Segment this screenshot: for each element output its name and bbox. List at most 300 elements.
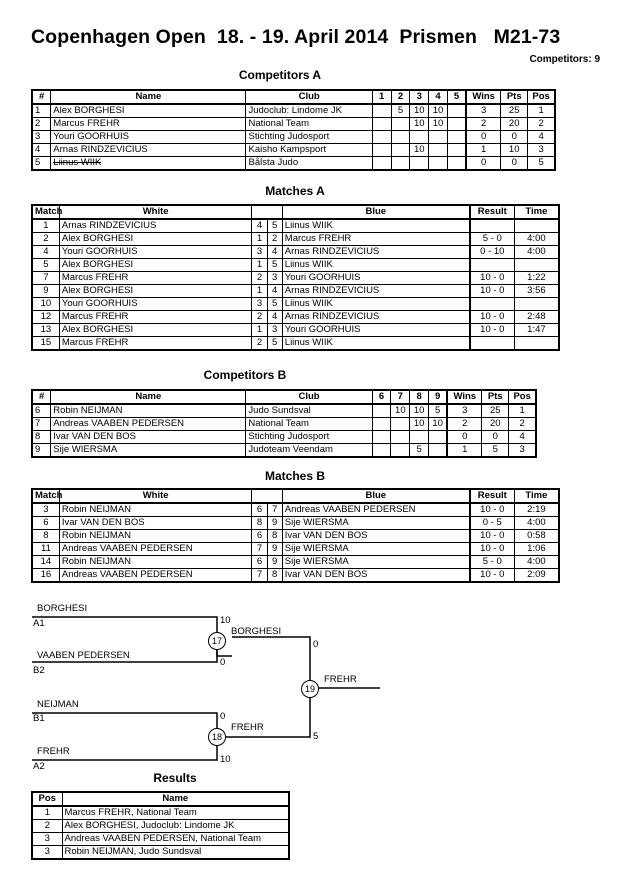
white-number: 6 xyxy=(252,556,267,569)
round-score: 10 xyxy=(410,418,429,431)
round-score: 10 xyxy=(391,404,410,418)
match-time: 2:19 xyxy=(514,503,559,517)
match-row xyxy=(32,233,559,246)
competitor-wins: 0 xyxy=(447,431,481,444)
competitor-wins: 3 xyxy=(466,104,500,118)
white-competitor: Alex BORGHESI xyxy=(59,259,252,272)
competitor-row xyxy=(32,131,555,144)
competitor-row xyxy=(32,404,536,418)
column-header: Result xyxy=(470,205,515,219)
competitor-row xyxy=(32,118,555,131)
column-header: Name xyxy=(62,792,289,806)
column-header: Time xyxy=(514,205,559,219)
competitor-name: Marcus FREHR xyxy=(51,118,246,131)
match-result xyxy=(470,219,515,233)
white-number: 4 xyxy=(252,219,267,233)
column-header: 6 xyxy=(372,390,391,404)
column-header: Time xyxy=(514,489,559,503)
competitor-number: 6 xyxy=(32,404,51,418)
column-header: White xyxy=(59,205,252,219)
round-score xyxy=(372,144,391,157)
semi1-top-seed: A1 xyxy=(33,618,45,629)
semi2-match-number: 18 xyxy=(208,728,226,746)
semi1-bottom-score: 0 xyxy=(220,657,226,668)
competitor-wins: 1 xyxy=(447,444,481,458)
round-score xyxy=(391,444,410,458)
column-header: White xyxy=(59,489,252,503)
column-header: Pos xyxy=(528,90,555,104)
match-result: 10 - 0 xyxy=(470,503,515,517)
round-score: 10 xyxy=(429,118,448,131)
white-number: 7 xyxy=(252,569,267,583)
round-score xyxy=(447,157,466,171)
blue-competitor: Ivar VAN DEN BOS xyxy=(282,530,469,543)
match-time xyxy=(514,337,559,351)
match-time: 3:56 xyxy=(514,285,559,298)
competitor-wins: 3 xyxy=(447,404,481,418)
results-heading: Results xyxy=(153,771,197,785)
match-result: 10 - 0 xyxy=(470,530,515,543)
match-time: 1:47 xyxy=(514,324,559,337)
white-competitor: Marcus FREHR xyxy=(59,311,252,324)
column-header: Pts xyxy=(482,390,509,404)
blue-competitor: Liinus WIIK xyxy=(282,259,469,272)
column-header xyxy=(252,205,282,219)
column-header: Club xyxy=(246,90,372,104)
blue-competitor: Arnas RINDZEVICIUS xyxy=(282,311,469,324)
semi2-top-score: 0 xyxy=(220,711,226,722)
page-title: Copenhagen Open 18. - 19. April 2014 Prismen M21-73 xyxy=(31,26,561,48)
column-header: Blue xyxy=(282,489,469,503)
blue-competitor: Arnas RINDZEVICIUS xyxy=(282,246,469,259)
white-competitor: Andreas VAABEN PEDERSEN xyxy=(59,569,252,583)
competitor-position: 4 xyxy=(509,431,536,444)
semi2-bottom-seed: A2 xyxy=(33,761,45,772)
round-score xyxy=(372,104,391,118)
competitor-name: Sije WIERSMA xyxy=(51,444,246,458)
competitors-a-table xyxy=(31,89,556,171)
match-row xyxy=(32,259,559,272)
blue-competitor: Sije WIERSMA xyxy=(282,543,469,556)
column-header: Result xyxy=(470,489,515,503)
round-score: 5 xyxy=(391,104,410,118)
match-result: 10 - 0 xyxy=(470,569,515,583)
round-score xyxy=(429,444,448,458)
competitor-row xyxy=(32,104,555,118)
match-time: 2:09 xyxy=(514,569,559,583)
result-name: Robin NEIJMAN, Judo Sundsval xyxy=(62,846,289,860)
competitor-club: Stichting Judosport xyxy=(246,431,372,444)
competitor-points: 0 xyxy=(501,157,528,171)
white-number: 6 xyxy=(252,503,267,517)
round-score xyxy=(391,157,410,171)
match-time xyxy=(514,219,559,233)
white-competitor: Robin NEIJMAN xyxy=(59,503,252,517)
round-score xyxy=(410,431,429,444)
result-row xyxy=(32,833,289,846)
blue-number: 8 xyxy=(267,569,282,583)
match-time: 0:58 xyxy=(514,530,559,543)
match-result: 10 - 0 xyxy=(470,324,515,337)
column-header: 1 xyxy=(372,90,391,104)
match-result xyxy=(470,298,515,311)
competitor-points: 25 xyxy=(482,404,509,418)
semi2-bottom-name: FREHR xyxy=(37,746,70,757)
match-row xyxy=(32,285,559,298)
match-result: 10 - 0 xyxy=(470,285,515,298)
blue-number: 2 xyxy=(267,233,282,246)
white-competitor: Marcus FREHR xyxy=(59,272,252,285)
match-row xyxy=(32,503,559,517)
blue-number: 7 xyxy=(267,503,282,517)
white-number: 1 xyxy=(252,233,267,246)
round-score xyxy=(429,431,448,444)
round-score xyxy=(429,157,448,171)
competitor-name: Youri GOORHUIS xyxy=(51,131,246,144)
round-score xyxy=(391,118,410,131)
competitor-name: Ivar VAN DEN BOS xyxy=(51,431,246,444)
match-number: 11 xyxy=(32,543,59,556)
column-header xyxy=(252,489,282,503)
semi2-top-seed: B1 xyxy=(33,713,45,724)
competitor-club: National Team xyxy=(246,118,372,131)
round-score xyxy=(372,418,391,431)
blue-number: 9 xyxy=(267,556,282,569)
semi2-winner: FREHR xyxy=(231,722,264,733)
column-header: Wins xyxy=(447,390,481,404)
white-competitor: Marcus FREHR xyxy=(59,337,252,351)
match-number: 13 xyxy=(32,324,59,337)
competitor-number: 9 xyxy=(32,444,51,458)
column-header: # xyxy=(32,390,51,404)
competitor-name: Alex BORGHESI xyxy=(51,104,246,118)
column-header: Wins xyxy=(466,90,500,104)
match-number: 6 xyxy=(32,517,59,530)
match-number: 5 xyxy=(32,259,59,272)
competitor-name: Liinus WIIK xyxy=(51,157,246,171)
competitor-number: 1 xyxy=(32,104,51,118)
round-score xyxy=(447,104,466,118)
round-score xyxy=(391,131,410,144)
column-header: 4 xyxy=(429,90,448,104)
competitor-wins: 0 xyxy=(466,131,500,144)
blue-number: 5 xyxy=(267,219,282,233)
competitor-row xyxy=(32,444,536,458)
match-row xyxy=(32,517,559,530)
blue-number: 3 xyxy=(267,324,282,337)
competitor-number: 8 xyxy=(32,431,51,444)
blue-competitor: Marcus FREHR xyxy=(282,233,469,246)
round-score xyxy=(372,118,391,131)
column-header: Blue xyxy=(282,205,469,219)
competitor-wins: 2 xyxy=(447,418,481,431)
competitor-row xyxy=(32,157,555,171)
match-number: 1 xyxy=(32,219,59,233)
semi1-bottom-name: VAABEN PEDERSEN xyxy=(37,650,130,661)
blue-competitor: Youri GOORHUIS xyxy=(282,324,469,337)
match-row xyxy=(32,543,559,556)
white-competitor: Alex BORGHESI xyxy=(59,285,252,298)
blue-competitor: Ivar VAN DEN BOS xyxy=(282,569,469,583)
result-position: 2 xyxy=(32,820,62,833)
match-number: 8 xyxy=(32,530,59,543)
competitor-club: Judoclub: Lindome JK xyxy=(246,104,372,118)
competitor-position: 1 xyxy=(528,104,555,118)
white-number: 6 xyxy=(252,530,267,543)
match-row xyxy=(32,337,559,351)
result-row xyxy=(32,820,289,833)
match-result: 0 - 10 xyxy=(470,246,515,259)
round-score: 10 xyxy=(410,104,429,118)
white-competitor: Andreas VAABEN PEDERSEN xyxy=(59,543,252,556)
match-number: 2 xyxy=(32,233,59,246)
white-number: 1 xyxy=(252,259,267,272)
semi1-top-name: BORGHESI xyxy=(37,603,88,614)
competitor-row xyxy=(32,144,555,157)
competitor-points: 5 xyxy=(482,444,509,458)
round-score: 5 xyxy=(410,444,429,458)
column-header: 3 xyxy=(410,90,429,104)
white-competitor: Youri GOORHUIS xyxy=(59,298,252,311)
blue-number: 3 xyxy=(267,272,282,285)
column-header: Pts xyxy=(501,90,528,104)
match-time: 4:00 xyxy=(514,556,559,569)
match-time: 4:00 xyxy=(514,233,559,246)
competitor-position: 3 xyxy=(528,144,555,157)
competitor-row xyxy=(32,418,536,431)
blue-competitor: Sije WIERSMA xyxy=(282,556,469,569)
match-number: 15 xyxy=(32,337,59,351)
white-number: 2 xyxy=(252,272,267,285)
matches-b-heading: Matches B xyxy=(264,469,326,483)
round-score xyxy=(429,131,448,144)
match-result: 10 - 0 xyxy=(470,543,515,556)
match-row xyxy=(32,219,559,233)
competitor-position: 3 xyxy=(509,444,536,458)
competitor-club: Stichting Judosport xyxy=(246,131,372,144)
competitor-number: 4 xyxy=(32,144,51,157)
white-competitor: Youri GOORHUIS xyxy=(59,246,252,259)
white-number: 1 xyxy=(252,324,267,337)
competitor-points: 25 xyxy=(501,104,528,118)
blue-competitor: Liinus WIIK xyxy=(282,298,469,311)
round-score xyxy=(391,418,410,431)
blue-number: 5 xyxy=(267,298,282,311)
white-number: 8 xyxy=(252,517,267,530)
match-result xyxy=(470,259,515,272)
blue-number: 4 xyxy=(267,285,282,298)
column-header: 7 xyxy=(391,390,410,404)
match-time: 1:06 xyxy=(514,543,559,556)
match-row xyxy=(32,556,559,569)
round-score xyxy=(372,431,391,444)
round-score: 10 xyxy=(429,418,448,431)
blue-competitor: Liinus WIIK xyxy=(282,219,469,233)
white-competitor: Robin NEIJMAN xyxy=(59,556,252,569)
column-header: Match xyxy=(32,489,59,503)
competitor-points: 0 xyxy=(501,131,528,144)
round-score xyxy=(391,144,410,157)
white-number: 2 xyxy=(252,337,267,351)
competitor-wins: 0 xyxy=(466,157,500,171)
round-score: 5 xyxy=(429,404,448,418)
match-time: 1:22 xyxy=(514,272,559,285)
competitors-b-table xyxy=(31,389,537,458)
match-number: 10 xyxy=(32,298,59,311)
match-result: 5 - 0 xyxy=(470,233,515,246)
column-header: 9 xyxy=(429,390,448,404)
result-row xyxy=(32,846,289,860)
competitor-club: Kaisho Kampsport xyxy=(246,144,372,157)
competitor-points: 0 xyxy=(482,431,509,444)
white-number: 3 xyxy=(252,298,267,311)
match-result xyxy=(470,337,515,351)
column-header: Name xyxy=(51,90,246,104)
column-header: Match xyxy=(32,205,59,219)
final-winner: FREHR xyxy=(324,674,357,685)
match-time: 4:00 xyxy=(514,246,559,259)
competitor-position: 2 xyxy=(509,418,536,431)
round-score: 10 xyxy=(410,404,429,418)
round-score xyxy=(372,404,391,418)
competitor-name: Arnas RINDZEVICIUS xyxy=(51,144,246,157)
matches-a-heading: Matches A xyxy=(265,184,325,198)
result-row xyxy=(32,806,289,820)
semi1-match-number: 17 xyxy=(208,632,226,650)
competitor-club: Judoteam Veendam xyxy=(246,444,372,458)
round-score xyxy=(447,118,466,131)
match-row xyxy=(32,569,559,583)
blue-competitor: Sije WIERSMA xyxy=(282,517,469,530)
match-time: 4:00 xyxy=(514,517,559,530)
semi2-bottom-score: 10 xyxy=(220,754,231,765)
blue-competitor: Youri GOORHUIS xyxy=(282,272,469,285)
competitor-number: 5 xyxy=(32,157,51,171)
competitor-name: Robin NEIJMAN xyxy=(51,404,246,418)
competitor-position: 2 xyxy=(528,118,555,131)
competitor-points: 20 xyxy=(482,418,509,431)
white-competitor: Alex BORGHESI xyxy=(59,233,252,246)
blue-number: 9 xyxy=(267,517,282,530)
match-row xyxy=(32,272,559,285)
round-score xyxy=(372,444,391,458)
round-score xyxy=(447,144,466,157)
result-position: 3 xyxy=(32,846,62,860)
column-header: 8 xyxy=(410,390,429,404)
matches-a-table xyxy=(31,204,560,351)
column-header: Club xyxy=(246,390,372,404)
white-number: 1 xyxy=(252,285,267,298)
column-header: Pos xyxy=(32,792,62,806)
match-number: 12 xyxy=(32,311,59,324)
semi1-bottom-seed: B2 xyxy=(33,665,45,676)
competitor-number: 7 xyxy=(32,418,51,431)
round-score: 10 xyxy=(410,144,429,157)
blue-number: 4 xyxy=(267,311,282,324)
competitor-number: 3 xyxy=(32,131,51,144)
match-number: 4 xyxy=(32,246,59,259)
competitor-name: Andreas VAABEN PEDERSEN xyxy=(51,418,246,431)
round-score xyxy=(372,131,391,144)
match-row xyxy=(32,324,559,337)
white-competitor: Arnas RINDZEVICIUS xyxy=(59,219,252,233)
white-number: 3 xyxy=(252,246,267,259)
competitor-club: Judo Sundsval xyxy=(246,404,372,418)
match-number: 9 xyxy=(32,285,59,298)
round-score xyxy=(410,131,429,144)
white-competitor: Robin NEIJMAN xyxy=(59,530,252,543)
competitor-position: 4 xyxy=(528,131,555,144)
blue-number: 5 xyxy=(267,337,282,351)
match-result: 5 - 0 xyxy=(470,556,515,569)
column-header: # xyxy=(32,90,51,104)
match-time xyxy=(514,259,559,272)
column-header: Name xyxy=(51,390,246,404)
competitor-club: Bålsta Judo xyxy=(246,157,372,171)
competitor-number: 2 xyxy=(32,118,51,131)
round-score: 10 xyxy=(410,118,429,131)
competitor-wins: 1 xyxy=(466,144,500,157)
competitor-position: 5 xyxy=(528,157,555,171)
round-score: 10 xyxy=(429,104,448,118)
match-row xyxy=(32,298,559,311)
match-result: 10 - 0 xyxy=(470,272,515,285)
final-match-number: 19 xyxy=(301,680,319,698)
competitors-a-heading: Competitors A xyxy=(238,68,322,82)
final-top-score: 0 xyxy=(313,639,319,650)
match-result: 10 - 0 xyxy=(470,311,515,324)
match-row xyxy=(32,530,559,543)
semi1-top-score: 10 xyxy=(220,615,231,626)
white-number: 7 xyxy=(252,543,267,556)
blue-number: 5 xyxy=(267,259,282,272)
final-bottom-score: 5 xyxy=(313,731,319,742)
competitor-points: 20 xyxy=(501,118,528,131)
match-row xyxy=(32,246,559,259)
semi1-winner: BORGHESI xyxy=(231,626,282,637)
competitor-points: 10 xyxy=(501,144,528,157)
match-number: 14 xyxy=(32,556,59,569)
round-score xyxy=(429,144,448,157)
competitors-count: Competitors: 9 xyxy=(529,54,600,65)
match-row xyxy=(32,311,559,324)
column-header: 2 xyxy=(391,90,410,104)
match-number: 16 xyxy=(32,569,59,583)
competitor-wins: 2 xyxy=(466,118,500,131)
blue-number: 8 xyxy=(267,530,282,543)
competitor-position: 1 xyxy=(509,404,536,418)
column-header: 5 xyxy=(447,90,466,104)
matches-b-table xyxy=(31,488,560,583)
match-number: 3 xyxy=(32,503,59,517)
blue-competitor: Andreas VAABEN PEDERSEN xyxy=(282,503,469,517)
semi2-top-name: NEIJMAN xyxy=(37,699,79,710)
match-time xyxy=(514,298,559,311)
result-name: Marcus FREHR, National Team xyxy=(62,806,289,820)
blue-competitor: Liinus WIIK xyxy=(282,337,469,351)
result-position: 3 xyxy=(32,833,62,846)
round-score xyxy=(372,157,391,171)
competitor-club: National Team xyxy=(246,418,372,431)
round-score xyxy=(447,131,466,144)
white-competitor: Alex BORGHESI xyxy=(59,324,252,337)
results-table xyxy=(31,791,290,860)
match-time: 2:48 xyxy=(514,311,559,324)
competitor-row xyxy=(32,431,536,444)
round-score xyxy=(391,431,410,444)
blue-number: 4 xyxy=(267,246,282,259)
white-competitor: Ivar VAN DEN BOS xyxy=(59,517,252,530)
